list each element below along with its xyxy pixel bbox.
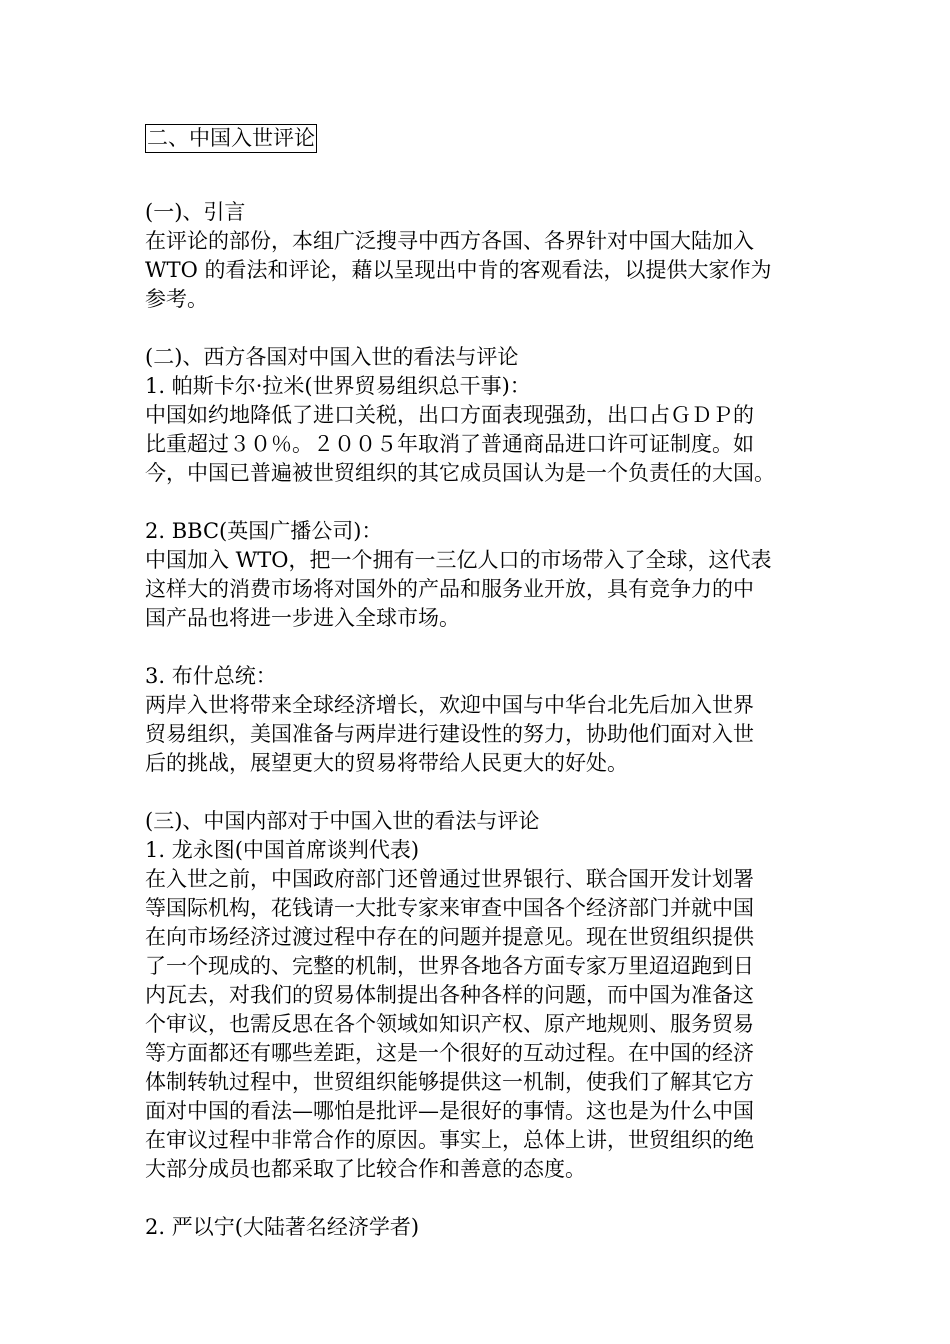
intro-heading: (一)、引言 [145,200,246,224]
domestic-heading: (三)、中国内部对于中国入世的看法与评论 [145,809,540,833]
western-item-line: 后的挑战，展望更大的贸易将带给人民更大的好处。 [145,751,628,775]
domestic-item-line: 内瓦去，对我们的贸易体制提出各种各样的问题，而中国为准备这 [145,983,754,1007]
domestic-item-line: 个审议，也需反思在各个领域如知识产权、原产地规则、服务贸易 [145,1012,754,1036]
domestic-item-title: 1. 龙永图(中国首席谈判代表) [145,838,420,862]
spacer [145,314,815,343]
section-title-line [145,124,815,153]
spacer [145,1184,815,1213]
western-heading: (二)、西方各国对中国入世的看法与评论 [145,345,519,369]
domestic-item-line: 等方面都还有哪些差距，这是一个很好的互动过程。在中国的经济 [145,1041,754,1065]
western-item-line: 比重超过３０％。２００５年取消了普通商品进口许可证制度。如 [145,432,754,456]
western-item-line: 国产品也将进一步进入全球市场。 [145,606,460,630]
spacer [145,633,815,662]
spacer [145,778,815,807]
spacer [145,488,815,517]
spacer [145,153,815,169]
domestic-item-line: 了一个现成的、完整的机制，世界各地各方面专家万里迢迢跑到日 [145,954,754,978]
section-title: 二、中国入世评论 [145,124,317,153]
domestic-item-line: 体制转轨过程中，世贸组织能够提供这一机制，使我们了解其它方 [145,1070,754,1094]
domestic-item-line: 大部分成员也都采取了比较合作和善意的态度。 [145,1157,586,1181]
intro-line: 在评论的部份，本组广泛搜寻中西方各国、各界针对中国大陆加入 [145,229,754,253]
document-body [145,124,815,1242]
domestic-item-line: 等国际机构，花钱请一大批专家来审查中国各个经济部门并就中国 [145,896,754,920]
domestic-item-line: 在入世之前，中国政府部门还曾通过世界银行、联合国开发计划署 [145,867,754,891]
intro-line: 参考。 [145,287,208,311]
western-item-title: 2. BBC(英国广播公司)： [145,519,383,543]
western-item-line: 这样大的消费市场将对国外的产品和服务业开放，具有竞争力的中 [145,577,754,601]
domestic-item-line: 在审议过程中非常合作的原因。事实上，总体上讲，世贸组织的绝 [145,1128,754,1152]
western-item-line: 贸易组织，美国准备与两岸进行建设性的努力，协助他们面对入世 [145,722,754,746]
domestic-item-line: 在向市场经济过渡过程中存在的问题并提意见。现在世贸组织提供 [145,925,754,949]
western-item-line: 今，中国已普遍被世贸组织的其它成员国认为是一个负责任的大国。 [145,461,775,485]
spacer [145,169,815,198]
western-item-line: 两岸入世将带来全球经济增长，欢迎中国与中华台北先后加入世界 [145,693,754,717]
western-item-line: 中国加入 WTO，把一个拥有一三亿人口的市场带入了全球，这代表 [145,548,772,572]
western-item-line: 中国如约地降低了进口关税，出口方面表现强劲，出口占ＧＤＰ的 [145,403,754,427]
western-item-title: 1. 帕斯卡尔·拉米(世界贸易组织总干事)： [145,374,531,398]
intro-line: WTO 的看法和评论，藉以呈现出中肯的客观看法，以提供大家作为 [145,258,772,282]
western-item-title: 3. 布什总统： [145,664,277,688]
domestic-item-title: 2. 严以宁(大陆著名经济学者) [145,1215,420,1239]
domestic-item-line: 面对中国的看法—哪怕是批评—是很好的事情。这也是为什么中国 [145,1099,754,1123]
